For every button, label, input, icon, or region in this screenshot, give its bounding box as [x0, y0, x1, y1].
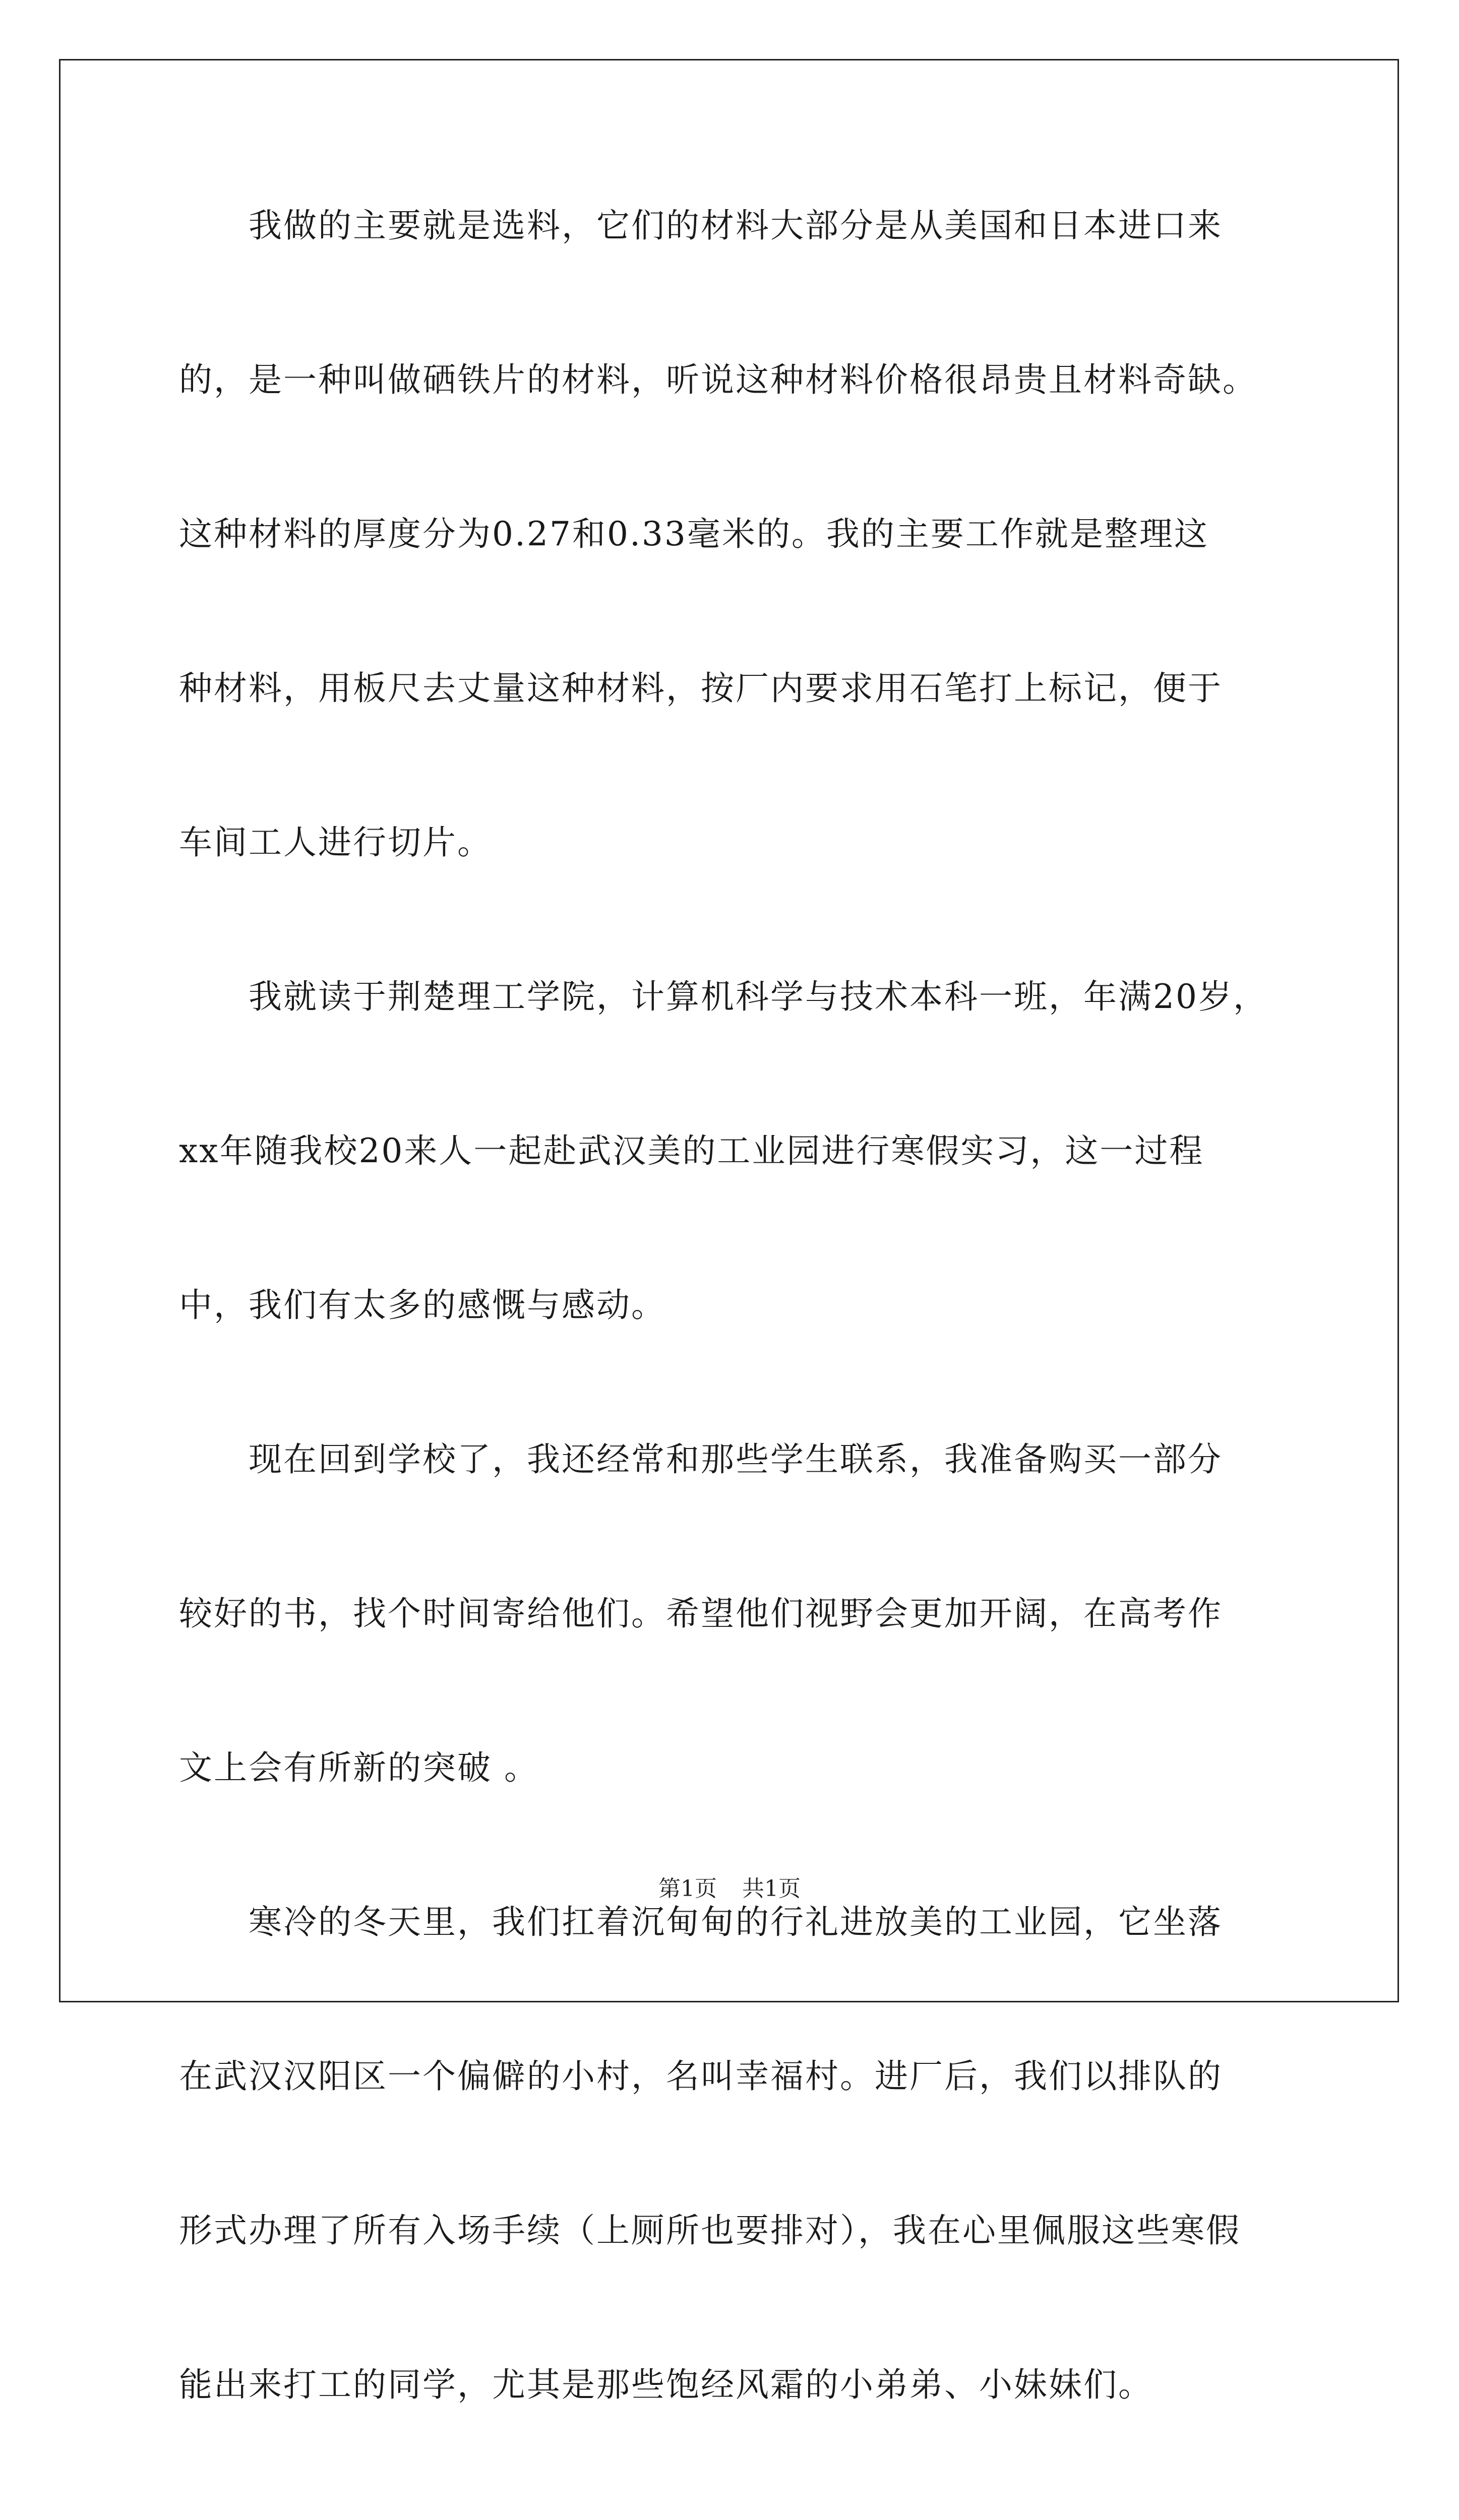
text-line: 这种材料的厚度分为0.27和0.33毫米的。我的主要工作就是整理这 — [179, 515, 1209, 553]
text-line: 现在回到学校了，我还经常和那些学生联系，我准备购买一部分 — [249, 1440, 1223, 1479]
text-line — [179, 2511, 1278, 2520]
page-total: 共1页 — [742, 1876, 801, 1902]
text-line: 车间工人进行切片。 — [179, 823, 492, 862]
text-line: 种材料，用板尺去丈量这种材料，按厂内要求用石笔打上标记，便于 — [179, 669, 1223, 708]
document-body — [179, 198, 1278, 2520]
text-line: 形式办理了所有入场手续（上厕所也要排对），我在心里佩服这些寒假 — [179, 2211, 1241, 2250]
text-line: 中，我们有太多的感慨与感动。 — [179, 1286, 666, 1325]
text-line: 寒冷的冬天里，我们扛着沉甸甸的行礼进放美的工业园，它坐落 — [249, 1903, 1223, 1941]
text-line: 文上会有所新的突破 。 — [179, 1748, 539, 1787]
text-line: 较好的书，找个时间寄给他们。希望他们视野会更加开阔，在高考作 — [179, 1594, 1223, 1633]
text-line: xx年随我校20来人一起赴武汉美的工业园进行寒假实习，这一过程 — [179, 1131, 1204, 1170]
text-line: 在武汉汉阳区一个偏僻的小村，名叫幸福村。进厂后，我们以排队的 — [179, 2057, 1223, 2096]
page-number: 第1页 — [658, 1876, 717, 1902]
text-line: 能出来打工的同学，尤其是那些饱经风霜的小弟弟、小妹妹们。 — [179, 2365, 1153, 2404]
text-line: 我做的主要就是选料，它们的材料大部分是从美国和日本进口来 — [249, 206, 1223, 245]
page-footer — [0, 1874, 1459, 1904]
text-line: 我就读于荆楚理工学院，计算机科学与技术本科一班，年满20岁， — [249, 977, 1268, 1016]
text-line: 的，是一种叫做硒铁片的材料，听说这种材料价格很昂贵且材料奇缺。 — [179, 360, 1257, 399]
